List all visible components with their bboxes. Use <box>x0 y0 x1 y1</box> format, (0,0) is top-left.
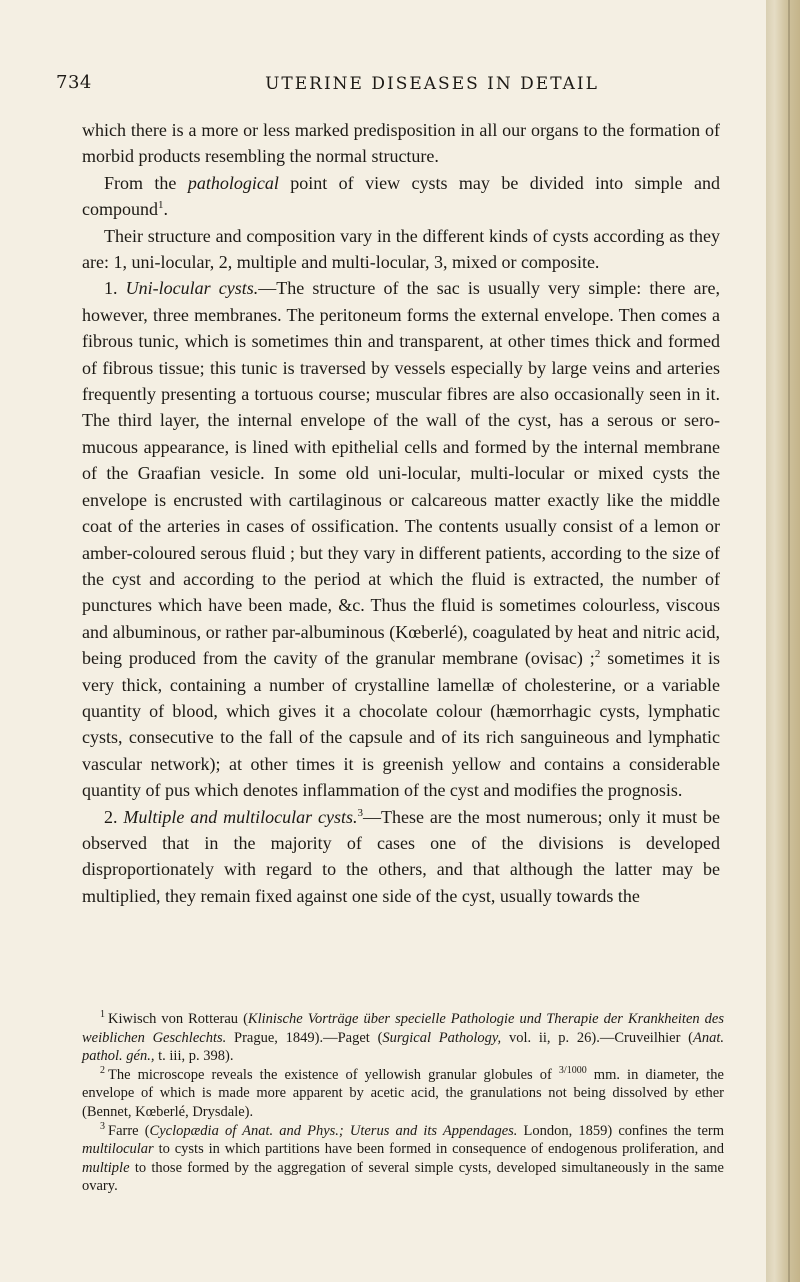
footnote-ref-1[interactable]: 1 <box>158 199 164 212</box>
text-run: to those formed by the aggregation of several simple cysts, developed simultaneously in the same ovary. <box>82 1159 724 1195</box>
body-text <box>82 117 720 909</box>
text-run: Farre ( <box>108 1122 150 1139</box>
fraction: 3/1000 <box>558 1064 587 1076</box>
text-run: point of view cysts may be divided into simple and compound <box>82 172 720 220</box>
emphasis-text: multiple <box>82 1159 130 1176</box>
citation-title: Klinische Vorträge über specielle Pathologie und Therapie der Krankheiten des weiblichen Geschlechts. <box>82 1011 724 1046</box>
paragraph-classification <box>82 170 720 223</box>
text-run: London, 1859) confines the term <box>517 1122 724 1139</box>
text-run: t. iii, p. 398). <box>154 1048 234 1065</box>
text-run: From the <box>104 172 188 193</box>
page-edge-shadow <box>788 0 790 1282</box>
section-number: 2. <box>104 806 124 827</box>
footnote-3 <box>82 1122 724 1196</box>
footnote-1 <box>82 1010 724 1066</box>
text-run: Kiwisch von Rotterau ( <box>108 1011 248 1027</box>
footnote-marker: 3 <box>100 1120 105 1132</box>
paragraph-intro <box>82 117 720 170</box>
footnote-marker: 2 <box>100 1064 105 1076</box>
text-run: . <box>163 199 168 220</box>
paragraph-text: Their structure and composition vary in the different kinds of cysts according as they are: 1, uni-locular, 2, multiple and multi-locular, 3, mixed or composite. <box>82 225 720 273</box>
book-page-edge <box>766 0 800 1282</box>
citation-title: Surgical Pathology, <box>382 1029 502 1046</box>
paragraph-multilocular <box>82 804 720 910</box>
emphasis-text: multilocular <box>82 1141 154 1158</box>
text-run: to cysts in which partitions have been formed in consequence of endogenous proliferation, and <box>153 1141 724 1158</box>
text-run: The microscope reveals the existence of yellowish granular globules of <box>108 1066 559 1083</box>
paragraph-text: —These are the most numerous; only it must be observed that in the majority of cases one of the divisions is developed disproportionately with regard to the others, and that although the latter may be multiplied, they remain fixed against one side of the cyst, usually towards the <box>82 806 721 906</box>
section-heading: Multiple and multilocular cysts. <box>123 806 358 827</box>
footnote-2 <box>82 1066 724 1122</box>
section-heading: Uni-locular cysts. <box>125 278 259 299</box>
footnote-ref-2[interactable]: 2 <box>594 648 601 661</box>
citation-title: Cyclopædia of Anat. and Phys.; Uterus and its Appendages. <box>149 1122 518 1139</box>
emphasis-text: pathological <box>187 172 279 193</box>
footnotes <box>82 1010 724 1196</box>
footnote-marker: 1 <box>100 1009 105 1021</box>
page-header <box>52 72 742 102</box>
section-number: 1. <box>104 278 126 299</box>
citation-title: Anat. pathol. gén., <box>82 1029 724 1065</box>
paragraph-unilocular <box>82 275 720 803</box>
page-number: 734 <box>56 72 92 93</box>
running-head: UTERINE DISEASES IN DETAIL <box>265 74 599 94</box>
footnote-ref-3[interactable]: 3 <box>357 806 364 819</box>
text-run: Prague, 1849).—Paget ( <box>226 1029 383 1046</box>
paragraph-text: —The structure of the sac is usually very simple: there are, however, three membranes. The peritoneum forms the external envelope. Then comes a fibrous tunic, which is sometimes thin and transparent, at other times thick and formed of fibrous tissue; this tunic is traversed by vessels especially by large veins and arteries frequently presenting a tortuous course; muscular fibres are also occasionally seen in it. The third layer, the internal envelope of the wall of the cyst, has a serous or sero-mucous appearance, is lined with epithelial cells and formed by the internal membrane of the Graafian vesicle. In some old uni-locular, multi-locular or mixed cysts the envelope is encrusted with cartilaginous or calcareous matter exactly like the middle coat of the arteries in cases of ossification. The contents usually consist of a lemon or amber-coloured serous fluid ; but they vary in different patients, according to the size of the cyst and according to the period at which the fluid is extracted, the number of punctures which have been made, &c. Thus the fluid is sometimes colourless, viscous and albuminous, or rather par-albuminous (Kœberlé), coagulated by heat and nitric acid, being produced from the cavity of the granular membrane (ovisac) ; <box>82 278 721 669</box>
paragraph-text: which there is a more or less marked predisposition in all our organs to the formation of morbid products resembling the normal structure. <box>82 120 720 167</box>
text-run: mm. in diameter, the envelope of which is made more apparent by acetic acid, the granulations not being dissolved by ether (Bennet, Kœberlé, Drysdale). <box>82 1066 724 1120</box>
text-run: vol. ii, p. 26).—Cruveilhier ( <box>501 1029 693 1046</box>
paragraph-text: sometimes it is very thick, containing a number of crystalline lamellæ of cholesterine, or a variable quantity of blood, which gives it a chocolate colour (hæmorrhagic cysts, lymphatic cysts, consecutive to the fall of the capsule and of its rich sanguineous and lymphatic vascular network); at other times it is greenish yellow and contains a considerable quantity of pus which denotes inflammation of the cyst and modifies the prognosis. <box>82 648 721 801</box>
paragraph-kinds <box>82 223 720 276</box>
